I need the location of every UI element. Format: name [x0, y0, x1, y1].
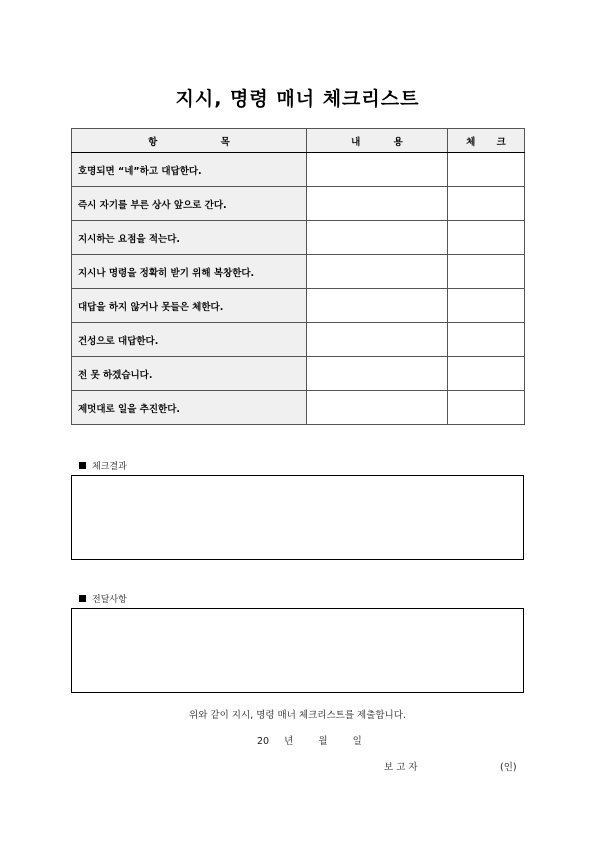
date-year: 20	[257, 736, 270, 747]
row-content-cell[interactable]	[307, 255, 448, 289]
row-check-cell[interactable]	[448, 187, 525, 221]
row-check-cell[interactable]	[448, 357, 525, 391]
row-item: 호명되면 “네”하고 대답한다.	[72, 153, 307, 187]
header-check: 체 크	[448, 129, 525, 153]
check-result-box[interactable]	[71, 475, 524, 560]
row-content-cell[interactable]	[307, 187, 448, 221]
row-check-cell[interactable]	[448, 289, 525, 323]
table-row	[72, 187, 525, 221]
row-content-cell[interactable]	[307, 323, 448, 357]
row-item: 대답을 하지 않거나 못들은 체한다.	[72, 289, 307, 323]
row-content-cell[interactable]	[307, 391, 448, 425]
date-day-unit: 일	[352, 736, 362, 747]
row-item: 즉시 자기를 부른 상사 앞으로 간다.	[72, 187, 307, 221]
row-check-cell[interactable]	[448, 323, 525, 357]
table-row	[72, 323, 525, 357]
seal-mark: (인)	[500, 762, 517, 773]
date-month-unit: 월	[318, 736, 328, 747]
row-item: 건성으로 대답한다.	[72, 323, 307, 357]
row-check-cell[interactable]	[448, 391, 525, 425]
row-check-cell[interactable]	[448, 221, 525, 255]
date-year-unit: 년	[284, 736, 294, 747]
header-item: 항 목	[72, 129, 307, 153]
row-item: 지시나 명령을 정확히 받기 위해 복창한다.	[72, 255, 307, 289]
row-check-cell[interactable]	[448, 255, 525, 289]
table-row	[72, 391, 525, 425]
row-content-cell[interactable]	[307, 221, 448, 255]
row-content-cell[interactable]	[307, 153, 448, 187]
reporter-label: 보 고 자	[384, 762, 418, 773]
check-result-label: 체크결과	[79, 459, 127, 472]
row-content-cell[interactable]	[307, 289, 448, 323]
date-line	[257, 733, 362, 747]
notes-label: 전달사항	[79, 592, 127, 605]
submission-statement: 위와 같이 지시, 명령 매너 체크리스트를 제출합니다.	[189, 710, 406, 721]
table-header-row	[72, 129, 525, 153]
table-row	[72, 221, 525, 255]
row-item: 지시하는 요점을 적는다.	[72, 221, 307, 255]
table-row	[72, 357, 525, 391]
header-content: 내 용	[307, 129, 448, 153]
row-content-cell[interactable]	[307, 357, 448, 391]
notes-box[interactable]	[71, 608, 524, 693]
table-row	[72, 255, 525, 289]
table-row	[72, 289, 525, 323]
row-item: 전 못 하겠습니다.	[72, 357, 307, 391]
checklist-table	[71, 128, 525, 425]
row-check-cell[interactable]	[448, 153, 525, 187]
page-title: 지시, 명령 매너 체크리스트	[175, 88, 420, 110]
square-bullet-icon	[79, 462, 86, 469]
square-bullet-icon	[79, 595, 86, 602]
row-item: 제멋대로 일을 추진한다.	[72, 391, 307, 425]
table-row	[72, 153, 525, 187]
